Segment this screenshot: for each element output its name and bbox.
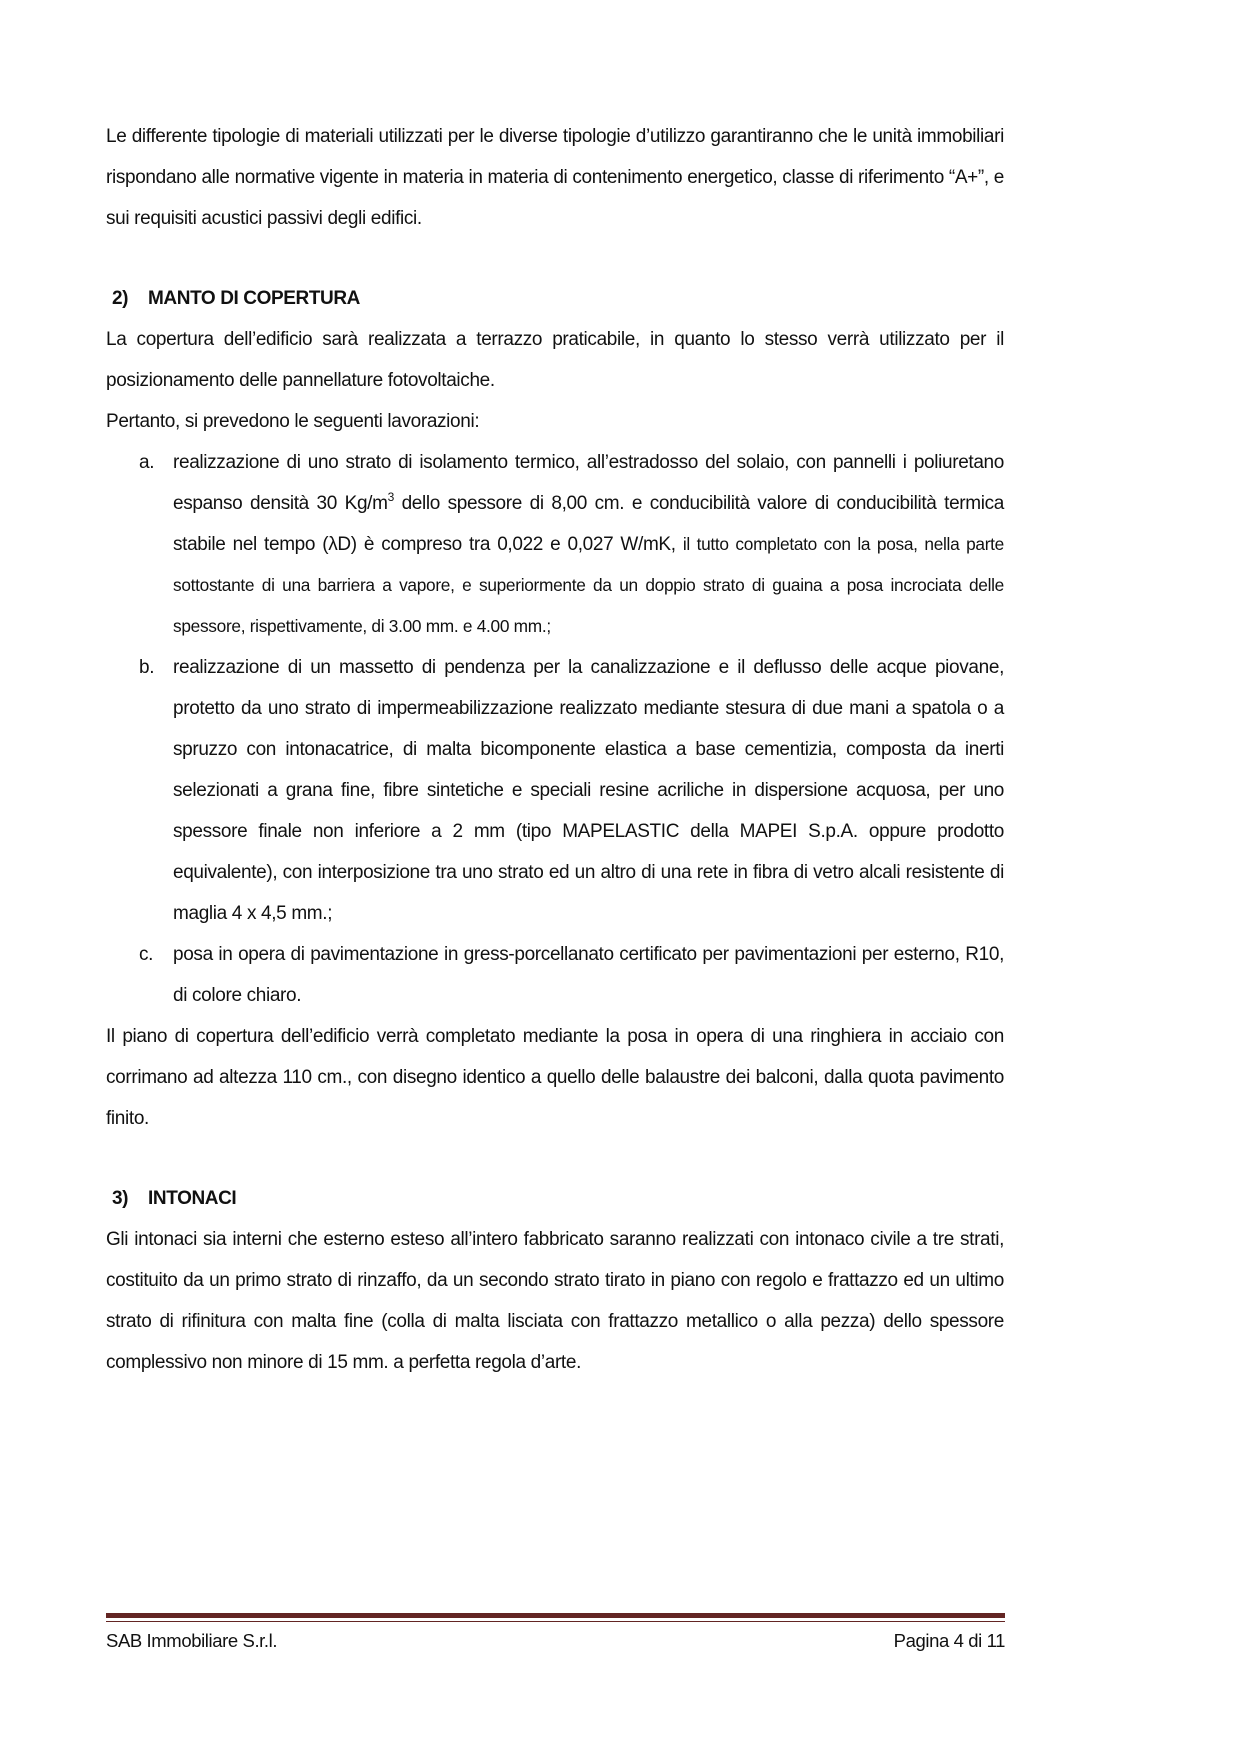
spacer xyxy=(106,1139,1004,1178)
footer-page-number: Pagina 4 di 11 xyxy=(893,1630,1005,1651)
section-2-paragraph-3: Il piano di copertura dell’edificio verrà completato mediante la posa in opera di una ringhiera in acciaio con corrimano ad altezza 110 cm., con disegno identico a quello delle balaustre dei balconi, dalla quota pavimento finito. xyxy=(106,1026,1004,1129)
footer-rule-thin xyxy=(106,1621,1005,1622)
intro-paragraph: Le differente tipologie di materiali utilizzati per le diverse tipologie d’utilizzo garantiranno che le unità immobiliari rispondano alle normative vigente in materia in materia di contenimento energetico, classe di riferimento “A+”, e sui requisiti acustici passivi degli edifici. xyxy=(106,126,1004,229)
section-2-paragraph-2: Pertanto, si prevedono le seguenti lavorazioni: xyxy=(106,411,480,432)
list-item-text-small: il tutto completato con la posa, nella parte sottostante di una barriera a vapore, e superiormente da un doppio strato di guaina a posa incrociata delle spessore, rispettivamente, di 3.00 mm. e 4.00 mm.; xyxy=(173,534,1004,636)
list-marker: b. xyxy=(139,657,155,678)
footer-company: SAB Immobiliare S.r.l. xyxy=(106,1630,278,1651)
section-2-number: 2) xyxy=(112,288,129,309)
footer-rule-thick xyxy=(106,1613,1005,1618)
list-item-text: posa in opera di pavimentazione in gress-porcellanato certificato per pavimentazioni per esterno, R10, di colore chiaro. xyxy=(173,944,1004,1006)
list-item-text: realizzazione di un massetto di pendenza per la canalizzazione e il deflusso delle acque piovane, protetto da uno strato di impermeabilizzazione realizzato mediante stesura di due mani a spatola o a spruzzo con intonacatrice, di malta bicomponente elastica a base cementizia, composta da inerti selezionati a grana fine, fibre sintetiche e speciali resine acriliche in dispersione acquosa, per uno spessore finale non inferiore a 2 mm (tipo MAPELASTIC della MAPEI S.p.A. oppure prodotto equivalente), con interposizione tra uno strato ed un altro di una rete in fibra di vetro alcali resistente di maglia 4 x 4,5 mm.; xyxy=(173,657,1004,924)
list-item-a xyxy=(106,442,1004,647)
works-list xyxy=(106,442,1004,1016)
list-item-b xyxy=(106,647,1004,934)
page-content xyxy=(106,116,1004,1383)
list-item-text: valore di conducibilità termica stabile nel tempo (λD) è compreso tra 0,022 e 0,027 W/mK, xyxy=(173,493,1004,555)
section-3-number: 3) xyxy=(112,1188,129,1209)
spacer xyxy=(106,239,1004,278)
section-3-heading xyxy=(106,1178,1004,1219)
list-marker: a. xyxy=(139,452,155,473)
section-3-paragraph-1: Gli intonaci sia interni che esterno esteso all’intero fabbricato saranno realizzati con intonaco civile a tre strati, costituito da un primo strato di rinzaffo, da un secondo strato tirato in piano con regolo e frattazzo ed un ultimo strato di rifinitura con malta fine (colla di malta lisciata con frattazzo metallico o alla pezza) dello spessore complessivo non minore di 15 mm. a perfetta regola d’arte. xyxy=(106,1229,1004,1373)
superscript: 3 xyxy=(387,490,394,504)
section-2-paragraph-1: La copertura dell’edificio sarà realizzata a terrazzo praticabile, in quanto lo stesso verrà utilizzato per il posizionamento delle pannellature fotovoltaiche. xyxy=(106,329,1004,391)
section-3-title: INTONACI xyxy=(148,1188,237,1209)
list-item-text: dello spessore di 8,00 cm. e conducibilità xyxy=(393,493,758,514)
list-marker: c. xyxy=(139,944,154,965)
section-2-title: MANTO DI COPERTURA xyxy=(148,288,361,309)
list-item-text: realizzazione di uno strato di isolamento termico, all’estradosso del solaio, con pannelli i poliuretano espanso densità 30 Kg/m xyxy=(173,452,1004,514)
section-2-heading xyxy=(106,278,1004,319)
list-item-c xyxy=(106,934,1004,1016)
